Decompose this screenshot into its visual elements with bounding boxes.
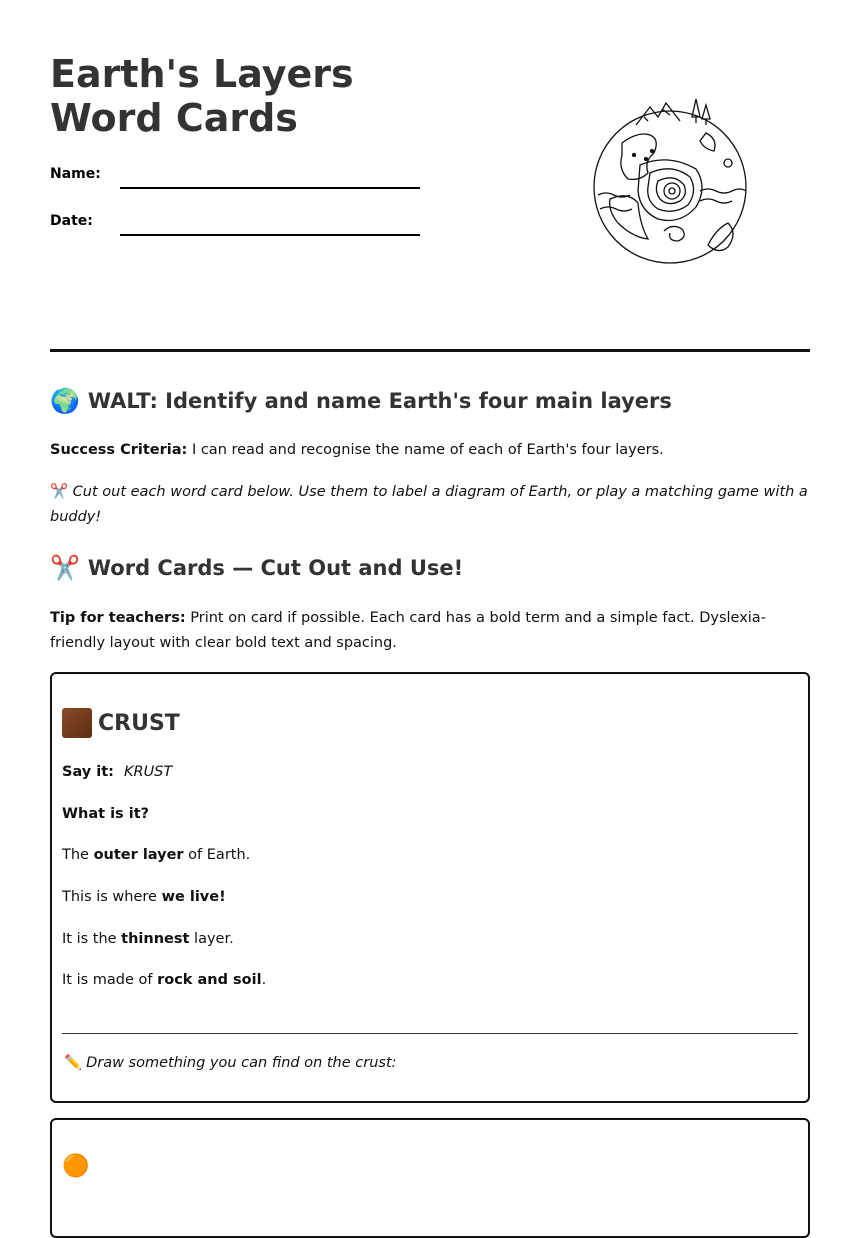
cut-instruction-text: Cut out each word card below. Use them to label a diagram of Earth, or play a matching game with a buddy! <box>50 484 808 525</box>
what-is-it-label: What is it? <box>62 806 150 822</box>
card-fact: It is made of rock and soil. <box>62 972 267 988</box>
card-divider <box>62 1033 798 1034</box>
globe-icon: 🌍 <box>50 387 80 415</box>
word-cards-heading <box>50 556 463 580</box>
header-divider <box>50 349 810 352</box>
page-title: Earth's Layers Word Cards <box>50 52 354 140</box>
earth-layers-illustration <box>588 95 752 270</box>
success-criteria <box>50 438 810 463</box>
card-title-text: CRUST <box>98 710 180 736</box>
name-label: Name: <box>50 166 101 182</box>
word-card-crust <box>50 672 810 1103</box>
pronunciation: KRUST <box>123 764 173 780</box>
cut-instruction <box>50 480 810 530</box>
word-cards-heading-text: Word Cards — Cut Out and Use! <box>87 556 464 580</box>
draw-prompt-text: Draw something you can find on the crust: <box>86 1055 397 1071</box>
teacher-tip-label: Tip for teachers: <box>50 610 186 626</box>
draw-prompt <box>64 1054 397 1071</box>
success-criteria-text: I can read and recognise the name of each of Earth's four layers. <box>187 442 664 458</box>
card-fact: This is where we live! <box>62 889 226 905</box>
scissors-icon: ✂️ <box>50 554 80 582</box>
pencil-icon: ✏️ <box>64 1055 83 1071</box>
walt-heading-text: WALT: Identify and name Earth's four main layers <box>87 389 672 413</box>
say-it-label: Say it: <box>62 764 114 780</box>
teacher-tip-text: Print on card if possible. Each card has a bold term and a simple fact. Dyslexia-friendly layout with clear bold text and spacing. <box>50 610 766 651</box>
scissors-icon: ✂️ <box>50 484 69 500</box>
say-it-line <box>62 764 172 780</box>
card-fact: The outer layer of Earth. <box>62 847 251 863</box>
teacher-tip <box>50 606 810 656</box>
orange-circle-icon: 🟠 <box>62 1154 90 1179</box>
success-criteria-label: Success Criteria: <box>50 442 188 458</box>
name-field[interactable] <box>120 187 420 189</box>
card-fact: It is the thinnest layer. <box>62 931 234 947</box>
date-field[interactable] <box>120 234 420 236</box>
word-card-next <box>50 1118 810 1238</box>
walt-heading <box>50 389 672 413</box>
date-label: Date: <box>50 213 93 229</box>
crust-color-swatch <box>62 708 92 738</box>
card-title <box>62 708 180 738</box>
